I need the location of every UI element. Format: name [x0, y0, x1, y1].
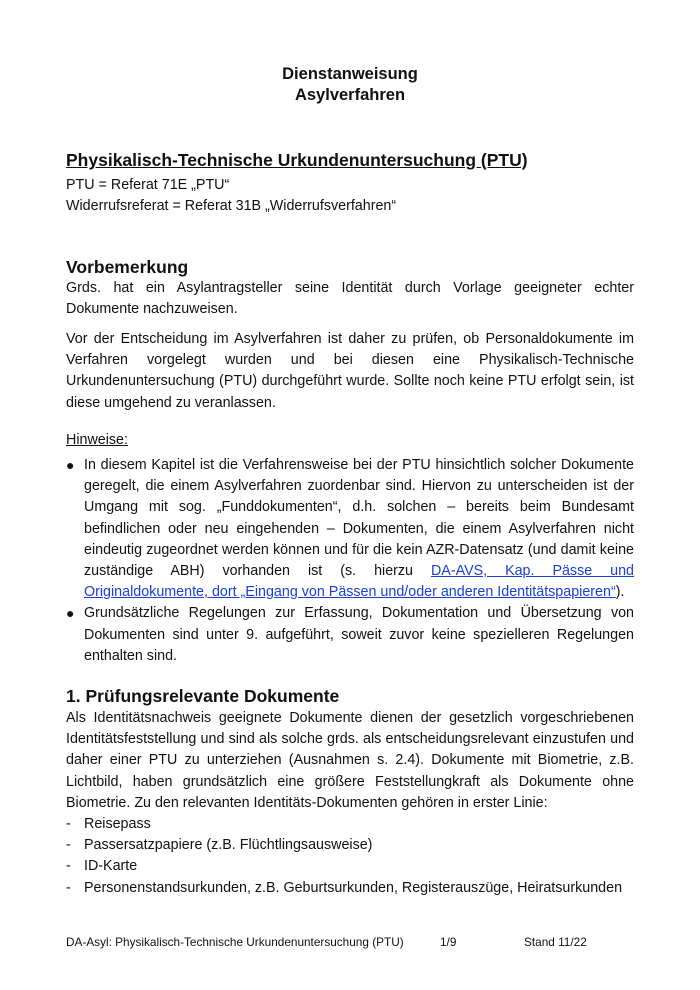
hinweis-bullet-2	[66, 603, 634, 667]
hinweis-bullet-1-text: In diesem Kapitel ist die Verfahrensweise bei der PTU hinsichtlich solcher Dokumente geregelt, die einem Asylverfahren zuordenbar sind. Hiervon zu unterscheiden ist der Umgang mit sog. „Funddokumenten“, d.h. solchen – bereits beim Bundesamt befindlichen oder neu eingehenden – Dokumenten, die einem Asylverfahren nicht eindeutig zugeordnet werden können und für die kein AZR-Datensatz (und damit keine zuständige ABH) vorhanden ist (s. hierzu	[84, 457, 634, 580]
referat-line-widerruf: Widerrufsreferat = Referat 31B „Widerrufsverfahren“	[66, 198, 397, 214]
vorbemerkung-heading: Vorbemerkung	[66, 257, 189, 277]
hinweise-list	[66, 455, 634, 667]
bullet-icon: ●	[66, 457, 75, 473]
document-title	[0, 64, 700, 106]
referat-line-ptu: PTU = Referat 71E „PTU“	[66, 177, 230, 193]
document-type-list	[66, 814, 634, 899]
bullet-icon: ●	[66, 605, 75, 622]
section-1-paragraph: Als Identitätsnachweis geeignete Dokumente dienen der gesetzlich vorgeschriebenen Identitätsfeststellung und sind als solche grds. als entscheidungsrelevant einzustufen und daher einer PTU zu unterziehen (Ausnahmen s. 2.4). Dokumente mit Biometrie, z.B. Lichtbild, haben grundsätzlich eine größere Feststellungkraft als Dokumente ohne Biometrie. Zu den relevanten Identitäts-Dokumenten gehören in erster Linie:	[66, 710, 634, 811]
list-item: - Reisepass	[66, 816, 151, 832]
footer-doc-name: DA-Asyl: Physikalisch-Technische Urkundenuntersuchung (PTU)	[66, 935, 404, 949]
footer-stand: Stand 11/22	[524, 935, 587, 949]
hinweis-bullet-1	[66, 455, 634, 603]
hinweis-bullet-2-text: Grundsätzliche Regelungen zur Erfassung, Dokumentation und Übersetzung von Dokumenten sind unter 9. aufgeführt, soweit zuvor keine spezielleren Regelungen enthalten sind.	[84, 605, 634, 664]
title-line-1: Dienstanweisung	[282, 65, 418, 83]
footer-page-number: 1/9	[440, 935, 457, 949]
hinweise-label: Hinweise:	[66, 432, 128, 448]
title-line-2: Asylverfahren	[294, 86, 406, 104]
hinweis-bullet-1-suffix: ).	[615, 584, 625, 601]
list-item: - Personenstandsurkunden, z.B. Geburtsurkunden, Registerauszüge, Heiratsurkunden	[66, 879, 623, 896]
main-heading: Physikalisch-Technische Urkundenuntersuchung (PTU)	[66, 150, 528, 170]
vorbemerkung-paragraph-1: Grds. hat ein Asylantragsteller seine Identität durch Vorlage geeigneter echter Dokumente nachzuweisen.	[66, 280, 634, 318]
list-item: - ID-Karte	[66, 858, 138, 875]
da-avs-link[interactable]: DA-AVS, Kap. Pässe und Originaldokumente, dort „Eingang von Pässen und/oder anderen Identitätspapieren“	[84, 563, 634, 601]
vorbemerkung-paragraph-2: Vor der Entscheidung im Asylverfahren ist daher zu prüfen, ob Personaldokumente im Verfahren vorgelegt wurden und bei diesen eine Physikalisch-Technische Urkundenuntersuchung (PTU) durchgeführt wurde. Sollte noch keine PTU erfolgt sein, ist diese umgehend zu veranlassen.	[66, 331, 634, 411]
section-1-heading: 1. Prüfungsrelevante Dokumente	[66, 686, 340, 706]
list-item: - Passersatzpapiere (z.B. Flüchtlingsausweise)	[66, 837, 373, 854]
